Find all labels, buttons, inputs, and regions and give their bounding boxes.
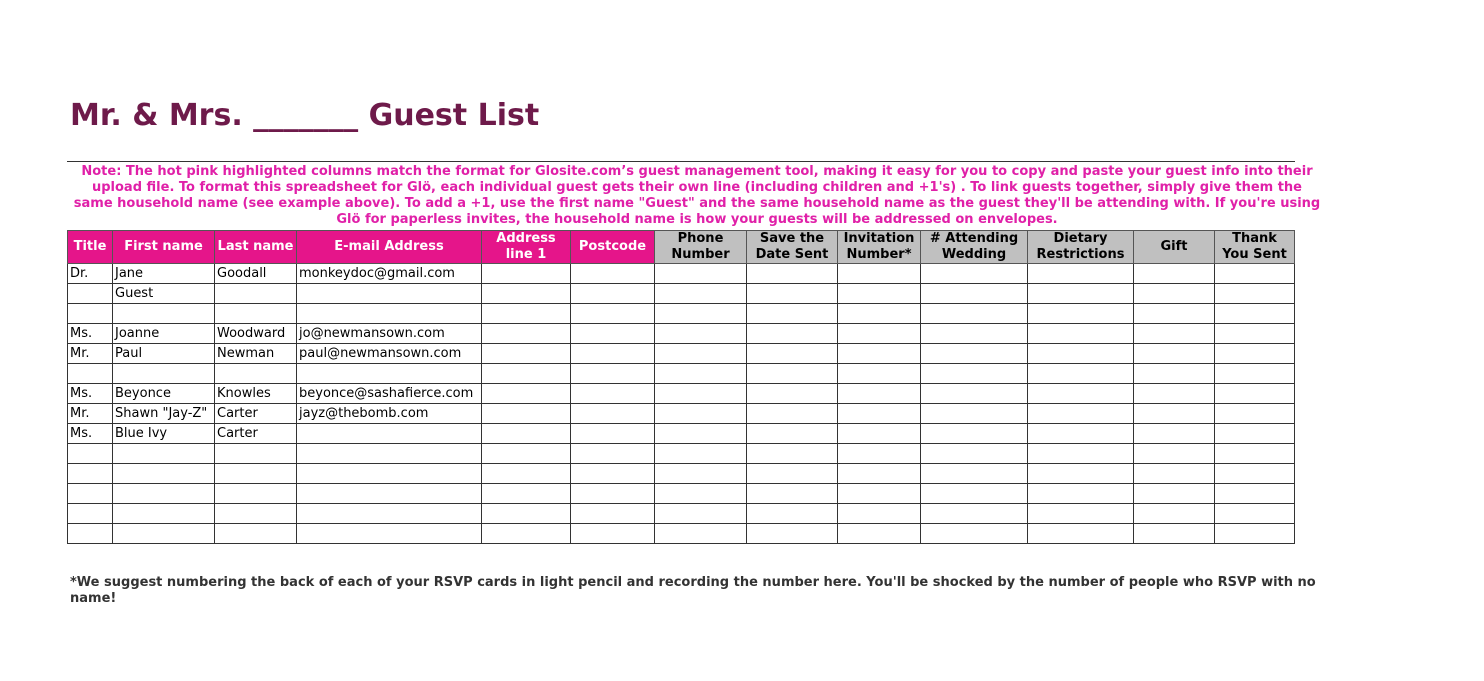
table-cell[interactable] — [215, 524, 297, 544]
table-cell[interactable] — [571, 344, 655, 364]
table-cell[interactable] — [1028, 504, 1134, 524]
table-cell[interactable] — [482, 284, 571, 304]
table-cell[interactable] — [747, 484, 838, 504]
table-cell[interactable] — [655, 404, 747, 424]
table-cell[interactable] — [1028, 444, 1134, 464]
table-cell[interactable] — [1215, 364, 1295, 384]
table-cell[interactable]: jayz@thebomb.com — [297, 404, 482, 424]
footnote: *We suggest numbering the back of each of your RSVP cards in light pencil and recording the number here. You'll be shocked by the number of people who RSVP with no name! — [70, 575, 1316, 606]
table-cell[interactable] — [1134, 384, 1215, 404]
table-cell[interactable] — [747, 524, 838, 544]
table-cell[interactable]: Mr. — [68, 344, 113, 364]
table-row — [68, 324, 1295, 344]
table-cell[interactable] — [482, 344, 571, 364]
table-cell[interactable] — [297, 444, 482, 464]
table-cell[interactable] — [68, 484, 113, 504]
column-header: Invitation Number* — [838, 231, 921, 264]
table-cell[interactable] — [482, 424, 571, 444]
table-cell[interactable] — [1215, 464, 1295, 484]
table-cell[interactable] — [113, 444, 215, 464]
table-cell[interactable] — [68, 464, 113, 484]
table-cell[interactable] — [1134, 424, 1215, 444]
table-cell[interactable] — [1215, 304, 1295, 324]
table-cell[interactable] — [297, 284, 482, 304]
table-cell[interactable] — [1215, 444, 1295, 464]
table-cell[interactable] — [482, 384, 571, 404]
table-cell[interactable] — [1134, 264, 1215, 284]
table-cell[interactable] — [215, 284, 297, 304]
table-cell[interactable]: Mr. — [68, 404, 113, 424]
table-cell[interactable] — [838, 284, 921, 304]
table-cell[interactable] — [571, 264, 655, 284]
table-cell[interactable] — [1028, 304, 1134, 324]
table-cell[interactable] — [215, 484, 297, 504]
table-cell[interactable] — [921, 424, 1028, 444]
column-header: Phone Number — [655, 231, 747, 264]
column-header: Save the Date Sent — [747, 231, 838, 264]
table-cell[interactable] — [1028, 404, 1134, 424]
table-row — [68, 524, 1295, 544]
table-cell[interactable] — [571, 404, 655, 424]
table-cell[interactable] — [297, 484, 482, 504]
table-cell[interactable] — [1215, 384, 1295, 404]
table-cell[interactable] — [921, 464, 1028, 484]
table-cell[interactable]: paul@newmansown.com — [297, 344, 482, 364]
column-header: Address line 1 — [482, 231, 571, 264]
table-cell[interactable]: Beyonce — [113, 384, 215, 404]
table-cell[interactable] — [655, 324, 747, 344]
table-cell[interactable]: Ms. — [68, 384, 113, 404]
table-row — [68, 464, 1295, 484]
table-cell[interactable] — [1134, 404, 1215, 424]
table-cell[interactable] — [215, 464, 297, 484]
table-cell[interactable] — [747, 504, 838, 524]
table-cell[interactable] — [921, 524, 1028, 544]
table-cell[interactable] — [1134, 484, 1215, 504]
table-cell[interactable] — [297, 524, 482, 544]
table-cell[interactable] — [68, 304, 113, 324]
column-header: Postcode — [571, 231, 655, 264]
table-cell[interactable] — [571, 444, 655, 464]
table-cell[interactable]: Blue Ivy — [113, 424, 215, 444]
table-cell[interactable] — [747, 304, 838, 324]
table-cell[interactable] — [571, 384, 655, 404]
table-cell[interactable] — [68, 364, 113, 384]
table-cell[interactable] — [113, 484, 215, 504]
table-cell[interactable]: Knowles — [215, 384, 297, 404]
table-cell[interactable] — [571, 424, 655, 444]
table-cell[interactable] — [482, 504, 571, 524]
table-cell[interactable]: Ms. — [68, 324, 113, 344]
table-cell[interactable] — [113, 524, 215, 544]
table-cell[interactable] — [655, 384, 747, 404]
table-cell[interactable]: Ms. — [68, 424, 113, 444]
table-cell[interactable] — [921, 364, 1028, 384]
table-cell[interactable] — [921, 444, 1028, 464]
table-cell[interactable] — [1134, 464, 1215, 484]
table-cell[interactable] — [1134, 324, 1215, 344]
table-cell[interactable]: Paul — [113, 344, 215, 364]
page-title: Mr. & Mrs. _______ Guest List — [70, 98, 540, 133]
table-cell[interactable] — [655, 344, 747, 364]
table-cell[interactable] — [1215, 424, 1295, 444]
table-cell[interactable] — [838, 384, 921, 404]
column-header: Title — [68, 231, 113, 264]
table-cell[interactable] — [113, 464, 215, 484]
table-cell[interactable] — [68, 444, 113, 464]
table-cell[interactable] — [215, 444, 297, 464]
table-cell[interactable] — [1028, 264, 1134, 284]
table-cell[interactable] — [838, 404, 921, 424]
table-cell[interactable] — [297, 424, 482, 444]
table-cell[interactable] — [838, 444, 921, 464]
table-cell[interactable] — [1215, 344, 1295, 364]
table-cell[interactable] — [921, 404, 1028, 424]
table-cell[interactable]: Woodward — [215, 324, 297, 344]
table-cell[interactable] — [838, 484, 921, 504]
table-cell[interactable] — [921, 264, 1028, 284]
table-cell[interactable] — [747, 264, 838, 284]
table-cell[interactable] — [482, 264, 571, 284]
table-cell[interactable] — [747, 444, 838, 464]
table-cell[interactable] — [297, 464, 482, 484]
table-cell[interactable] — [1215, 524, 1295, 544]
table-cell[interactable] — [68, 524, 113, 544]
table-cell[interactable] — [838, 424, 921, 444]
table-cell[interactable] — [921, 344, 1028, 364]
table-cell[interactable] — [482, 444, 571, 464]
table-cell[interactable] — [838, 304, 921, 324]
table-cell[interactable] — [482, 404, 571, 424]
table-cell[interactable] — [747, 404, 838, 424]
table-cell[interactable] — [747, 284, 838, 304]
table-cell[interactable] — [1134, 444, 1215, 464]
table-cell[interactable] — [655, 304, 747, 324]
table-row — [68, 404, 1295, 424]
table-cell[interactable] — [297, 304, 482, 324]
table-row — [68, 424, 1295, 444]
table-cell[interactable]: jo@newmansown.com — [297, 324, 482, 344]
table-cell[interactable] — [1215, 404, 1295, 424]
table-cell[interactable] — [838, 364, 921, 384]
table-cell[interactable] — [482, 484, 571, 504]
table-cell[interactable] — [655, 524, 747, 544]
column-header: First name — [113, 231, 215, 264]
table-cell[interactable] — [297, 504, 482, 524]
table-cell[interactable] — [1028, 424, 1134, 444]
table-cell[interactable] — [1134, 364, 1215, 384]
table-cell[interactable] — [655, 504, 747, 524]
table-cell[interactable] — [215, 504, 297, 524]
table-cell[interactable] — [747, 384, 838, 404]
table-row — [68, 264, 1295, 284]
title-divider — [67, 161, 1295, 162]
table-cell[interactable] — [838, 464, 921, 484]
table-cell[interactable] — [747, 344, 838, 364]
table-cell[interactable] — [571, 324, 655, 344]
table-cell[interactable] — [1028, 524, 1134, 544]
table-cell[interactable] — [113, 364, 215, 384]
table-cell[interactable] — [655, 484, 747, 504]
table-cell[interactable]: Guest — [113, 284, 215, 304]
table-cell[interactable]: Carter — [215, 404, 297, 424]
column-header: Last name — [215, 231, 297, 264]
table-cell[interactable] — [655, 444, 747, 464]
table-row — [68, 504, 1295, 524]
table-cell[interactable] — [1215, 284, 1295, 304]
table-cell[interactable] — [655, 264, 747, 284]
table-cell[interactable] — [1215, 504, 1295, 524]
table-cell[interactable]: monkeydoc@gmail.com — [297, 264, 482, 284]
table-cell[interactable] — [838, 264, 921, 284]
table-row — [68, 484, 1295, 504]
table-cell[interactable] — [1134, 524, 1215, 544]
column-header: Gift — [1134, 231, 1215, 264]
column-header: Dietary Restrictions — [1028, 231, 1134, 264]
table-cell[interactable] — [838, 524, 921, 544]
table-cell[interactable] — [1028, 284, 1134, 304]
table-row — [68, 364, 1295, 384]
table-cell[interactable] — [571, 504, 655, 524]
guest-list-table — [67, 230, 1295, 544]
table-cell[interactable] — [921, 324, 1028, 344]
table-cell[interactable] — [838, 504, 921, 524]
column-header: # Attending Wedding — [921, 231, 1028, 264]
table-cell[interactable] — [1134, 284, 1215, 304]
table-cell[interactable] — [921, 284, 1028, 304]
table-cell[interactable] — [1215, 324, 1295, 344]
table-cell[interactable]: Joanne — [113, 324, 215, 344]
table-cell[interactable] — [113, 304, 215, 324]
table-cell[interactable] — [921, 484, 1028, 504]
table-cell[interactable] — [571, 304, 655, 324]
table-cell[interactable] — [1028, 324, 1134, 344]
table-cell[interactable] — [655, 284, 747, 304]
table-cell[interactable] — [655, 464, 747, 484]
table-cell[interactable] — [838, 324, 921, 344]
table-cell[interactable] — [1134, 504, 1215, 524]
header-row — [68, 231, 1295, 264]
table-cell[interactable] — [571, 524, 655, 544]
table-row — [68, 284, 1295, 304]
table-cell[interactable] — [1134, 344, 1215, 364]
column-header: E-mail Address — [297, 231, 482, 264]
instruction-note: Note: The hot pink highlighted columns match the format for Glosite.com’s guest management tool, making it easy for you to copy and paste your guest info into their upload file. To format this spreadsheet for Glö, each individual guest gets their own line (including children and +1's) . To link guests together, simply give them the same household name (see example above). To add a +1, use the first name "Guest" and the same household name as the guest they'll be attending with. If you're using Glö for paperless invites, the household name is how your guests will be addressed on envelopes. — [73, 164, 1321, 227]
table-row — [68, 384, 1295, 404]
table-cell[interactable]: Dr. — [68, 264, 113, 284]
table-cell[interactable] — [571, 464, 655, 484]
table-cell[interactable]: Shawn "Jay-Z" — [113, 404, 215, 424]
table-cell[interactable] — [482, 524, 571, 544]
table-cell[interactable] — [482, 464, 571, 484]
table-cell[interactable] — [571, 364, 655, 384]
table-cell[interactable] — [215, 304, 297, 324]
table-cell[interactable] — [655, 424, 747, 444]
table-cell[interactable] — [747, 324, 838, 344]
table-cell[interactable] — [921, 304, 1028, 324]
table-cell[interactable] — [1134, 304, 1215, 324]
table-cell[interactable] — [1215, 484, 1295, 504]
table-cell[interactable] — [297, 364, 482, 384]
table-cell[interactable] — [1028, 384, 1134, 404]
table-cell[interactable] — [655, 364, 747, 384]
table-cell[interactable]: beyonce@sashafierce.com — [297, 384, 482, 404]
table-cell[interactable] — [1028, 464, 1134, 484]
table-cell[interactable]: Carter — [215, 424, 297, 444]
table-cell[interactable] — [747, 424, 838, 444]
table-cell[interactable] — [571, 284, 655, 304]
table-cell[interactable]: Newman — [215, 344, 297, 364]
table-cell[interactable] — [747, 364, 838, 384]
table-cell[interactable] — [1028, 484, 1134, 504]
table-cell[interactable] — [482, 304, 571, 324]
table-row — [68, 444, 1295, 464]
table-cell[interactable] — [215, 364, 297, 384]
table-row — [68, 304, 1295, 324]
table-cell[interactable] — [68, 284, 113, 304]
table-cell[interactable] — [838, 344, 921, 364]
table-cell[interactable]: Goodall — [215, 264, 297, 284]
column-header: Thank You Sent — [1215, 231, 1295, 264]
table-cell[interactable] — [921, 384, 1028, 404]
table-cell[interactable] — [68, 504, 113, 524]
table-cell[interactable] — [571, 484, 655, 504]
table-cell[interactable] — [1028, 364, 1134, 384]
table-cell[interactable] — [1215, 264, 1295, 284]
table-cell[interactable] — [921, 504, 1028, 524]
table-cell[interactable] — [482, 364, 571, 384]
table-cell[interactable] — [113, 504, 215, 524]
table-cell[interactable] — [747, 464, 838, 484]
table-cell[interactable] — [482, 324, 571, 344]
table-cell[interactable] — [1028, 344, 1134, 364]
table-row — [68, 344, 1295, 364]
table-cell[interactable]: Jane — [113, 264, 215, 284]
